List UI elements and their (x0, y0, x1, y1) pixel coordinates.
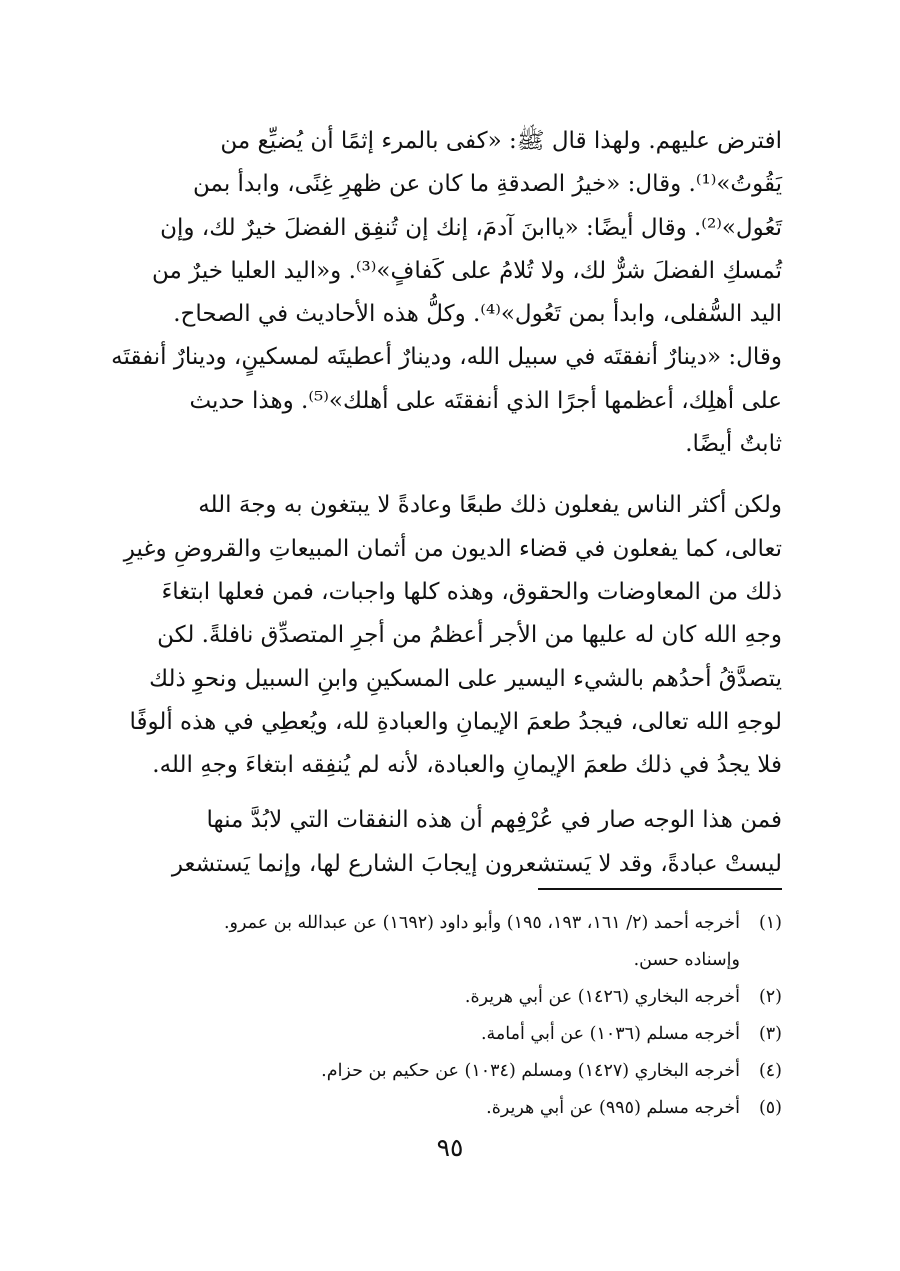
footnote-text: أخرجه البخاري (١٤٢٧) ومسلم (١٠٣٤) عن حكيم بن حزام. (321, 1061, 740, 1081)
footnote-number: (١) (758, 913, 782, 933)
page-number: ٩٥ (436, 1133, 464, 1162)
text-line: تعالى، كما يفعلون في قضاء الديون من أثمان المبيعاتِ والقروضِ وغيرِ (123, 535, 782, 562)
footnotes (118, 905, 782, 1127)
body-text (111, 120, 782, 886)
paragraph-2 (118, 484, 782, 787)
text-line: على أهلِك، أعظمها أجرًا الذي أنفقتَه على أهلك»⁽⁵⁾. وهذا حديث (189, 387, 782, 414)
footnote-separator (538, 888, 782, 890)
footnote-5 (118, 1090, 782, 1127)
footnote-3 (118, 1016, 782, 1053)
text-line: ثابتٌ أيضًا. (685, 431, 782, 458)
text-line: اليد السُّفلى، وابدأ بمن تَعُول»⁽⁴⁾. وكلُّ هذه الأحاديث في الصحاح. (173, 301, 782, 328)
footnote-2 (118, 979, 782, 1016)
text-line: وجهِ الله كان له عليها من الأجر أعظمُ من أجرِ المتصدِّق نافلةً. لكن (157, 622, 782, 649)
text-line: افترض عليهم. ولهذا قال ﷺ: «كفى بالمرء إثمًا أن يُضيِّع من (220, 128, 782, 154)
text-line: فمن هذا الوجه صار في عُرْفِهم أن هذه النفقات التي لابُدَّ منها (206, 807, 782, 834)
text-line: فلا يجدُ في ذلك طعمَ الإيمانِ والعبادة، لأنه لم يُنفِقه ابتغاءَ وجهِ الله. (152, 752, 782, 779)
paragraph-1 (111, 120, 782, 466)
text-line: ولكن أكثر الناس يفعلون ذلك طبعًا وعادةً لا يبتغون به وجهَ الله (198, 492, 782, 519)
text-line: يَقُوتُ»⁽¹⁾. وقال: «خيرُ الصدقةِ ما كان عن ظهرِ غِنًى، وابدأ بمن (193, 171, 782, 198)
footnote-text: أخرجه البخاري (١٤٢٦) عن أبي هريرة. (464, 987, 740, 1007)
footnote-number: (٣) (758, 1024, 782, 1044)
footnote-1-continuation: وإسناده حسن. (633, 950, 740, 970)
text-line: وقال: «دينارٌ أنفقتَه في سبيل الله، ودينارٌ أعطيتَه لمسكينٍ، ودينارٌ أنفقتَه (111, 344, 782, 371)
text-line: تُمسكِ الفضلَ شرٌّ لك، ولا تُلامُ على كَفافٍ»⁽³⁾. و«اليد العليا خيرٌ من (152, 257, 782, 284)
text-line: يتصدَّقُ أحدُهم بالشيء اليسير على المسكينِ وابنِ السبيل ونحوِ ذلك (149, 665, 782, 692)
footnote-number: (٤) (758, 1061, 782, 1081)
text-line: لوجهِ الله تعالى، فيجدُ طعمَ الإيمانِ والعبادةِ لله، ويُعطِي في هذه ألوفًا (129, 708, 782, 735)
footnote-text: أخرجه مسلم (٩٩٥) عن أبي هريرة. (486, 1098, 740, 1118)
text-line: تَعُول»⁽²⁾. وقال أيضًا: «ياابنَ آدمَ، إنك إن تُنفِق الفضلَ خيرٌ لك، وإن (160, 214, 782, 241)
footnote-number: (٢) (758, 987, 782, 1007)
footnote-text: أخرجه مسلم (١٠٣٦) عن أبي أمامة. (480, 1024, 740, 1044)
footnote-text: أخرجه أحمد (٢/ ١٦١، ١٩٣، ١٩٥) وأبو داود (١٦٩٢) عن عبدالله بن عمرو. (223, 913, 740, 933)
text-line: ليستْ عبادةً، وقد لا يَستشعرون إيجابَ الشارع لها، وإنما يَستشعر (171, 850, 782, 877)
text-line: ذلك من المعاوضات والحقوق، وهذه كلها واجبات، فمن فعلها ابتغاءَ (161, 578, 782, 605)
footnote-4 (118, 1053, 782, 1090)
footnote-number: (٥) (758, 1098, 782, 1118)
paragraph-3 (118, 799, 782, 886)
footnote-1 (118, 905, 782, 942)
